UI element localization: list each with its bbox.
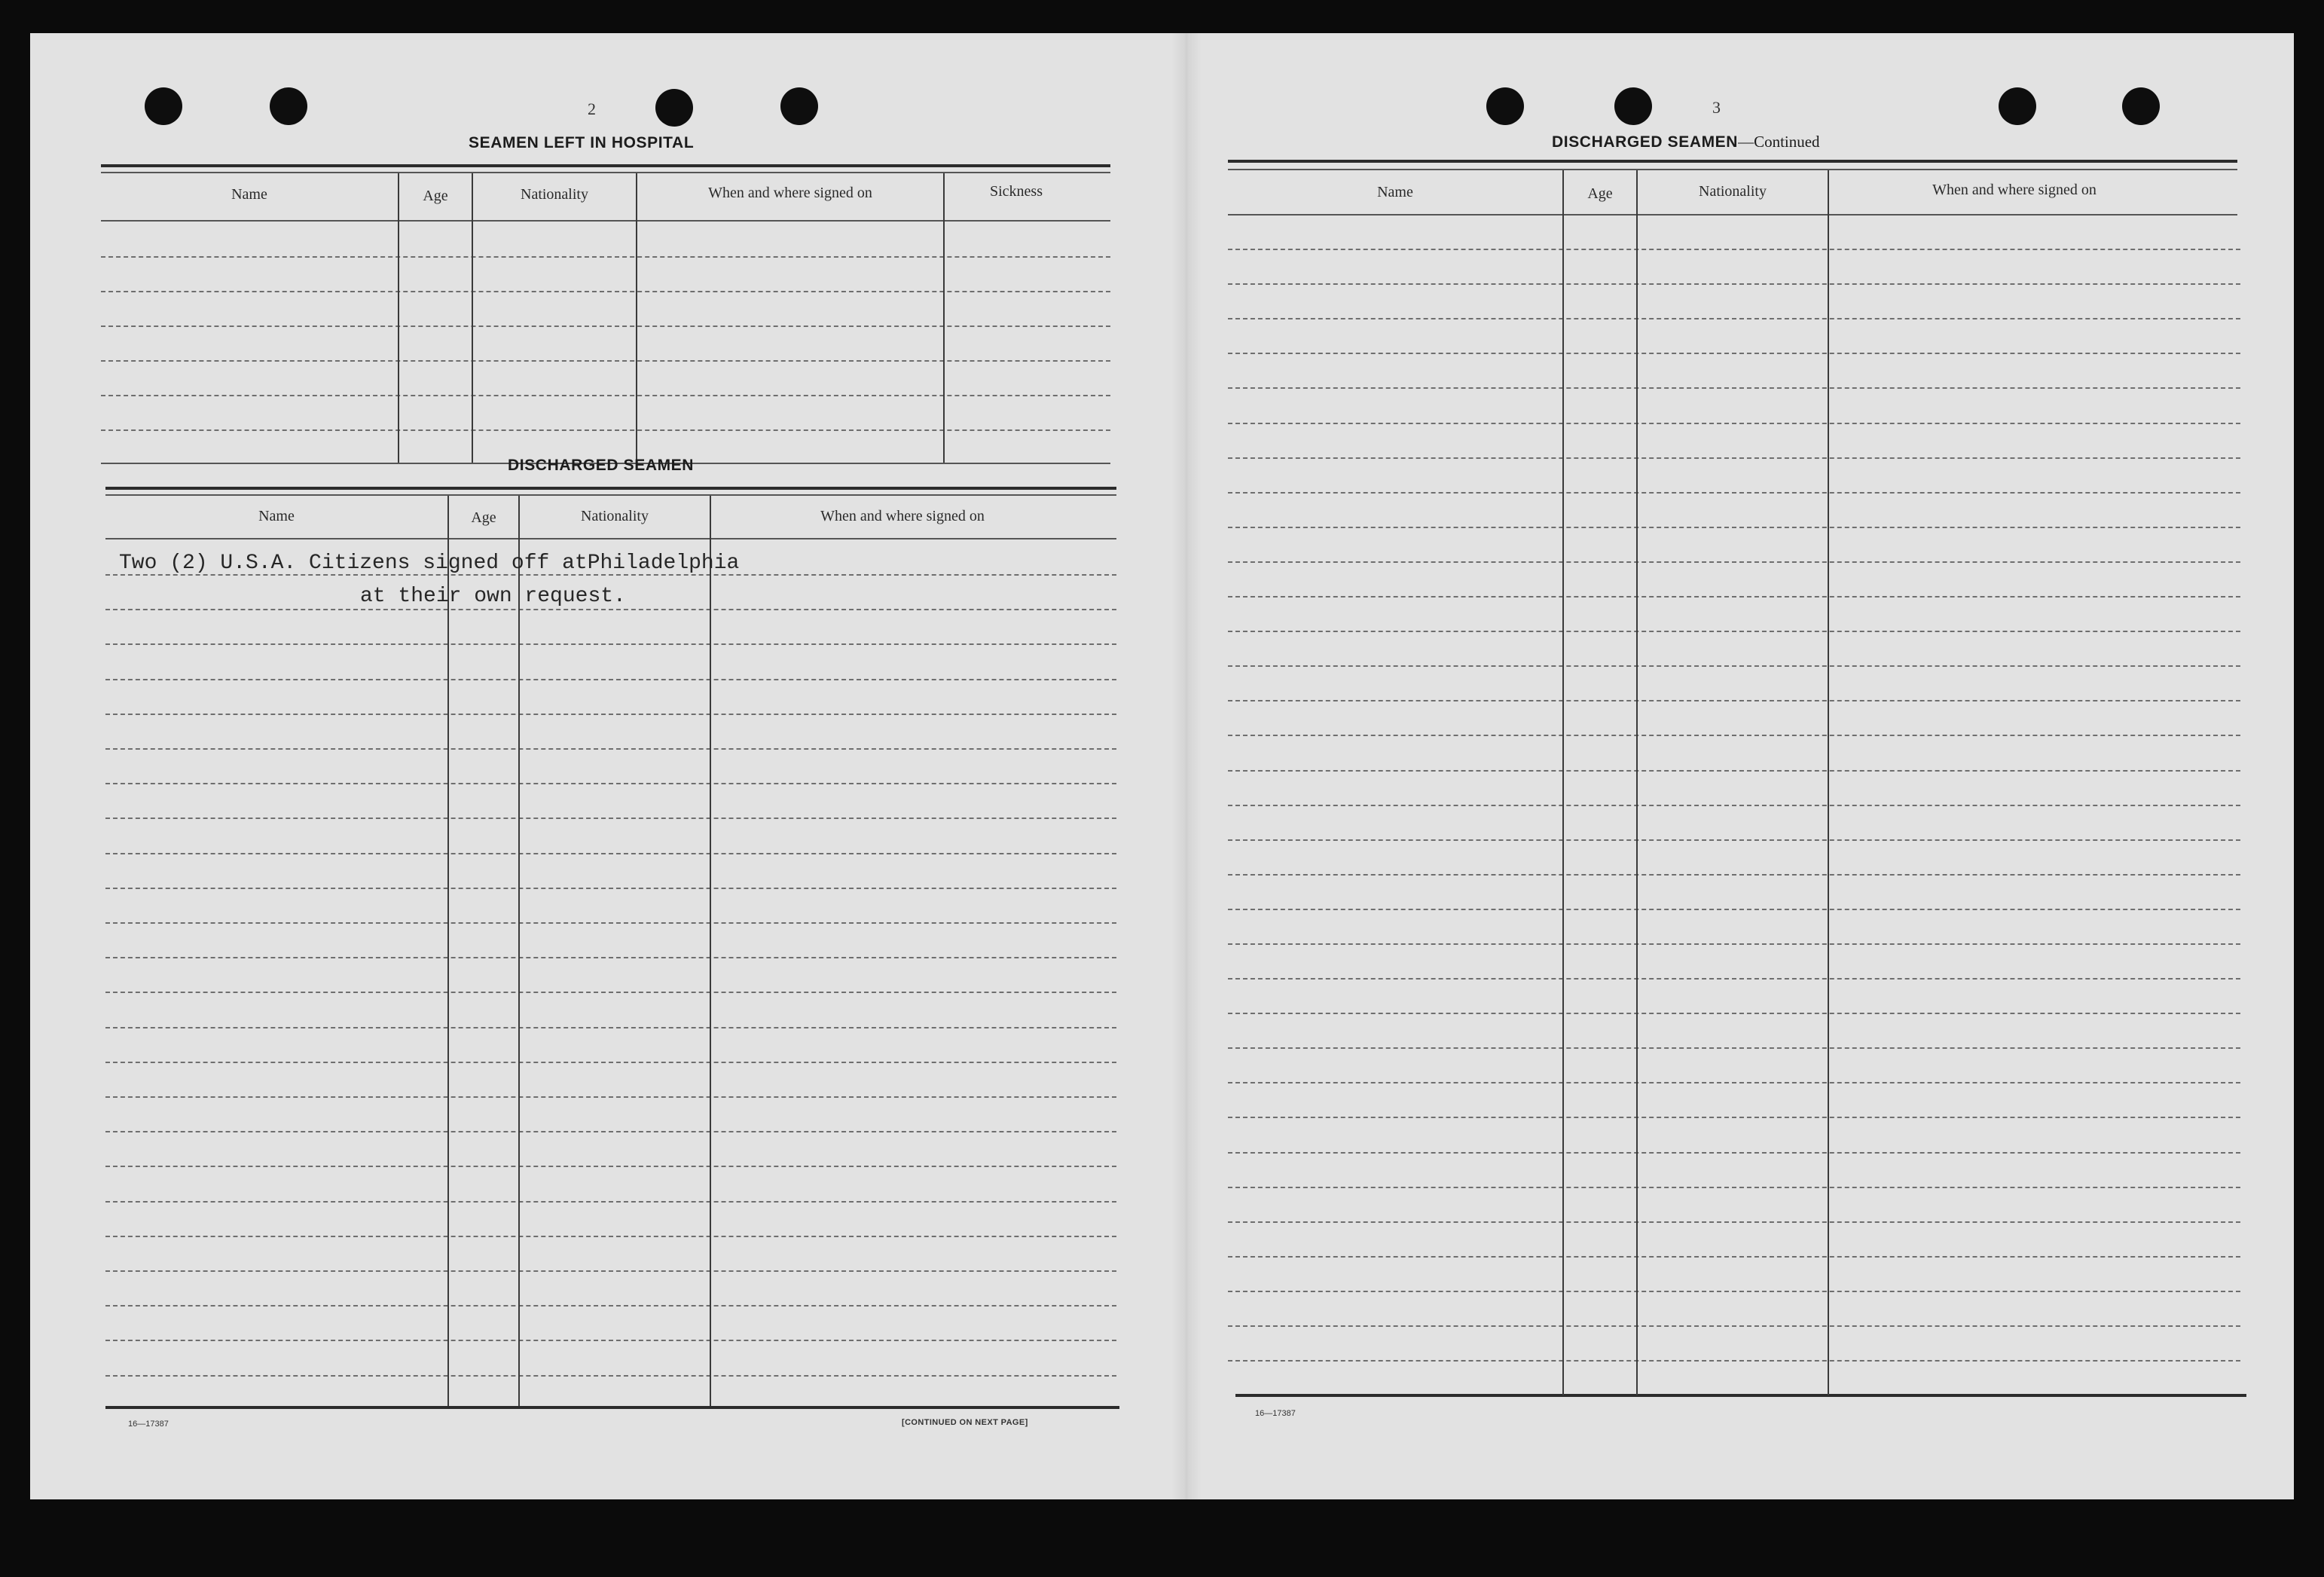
row-line <box>105 1305 1116 1307</box>
row-line <box>1228 1013 2240 1014</box>
row-line <box>105 1131 1116 1132</box>
typed-entry-line-1: Two (2) U.S.A. Citizens signed off atPhiladelphia <box>119 552 740 575</box>
right-col-age: Age <box>1587 185 1613 202</box>
row-line <box>105 1340 1116 1341</box>
right-bottom-rule <box>1235 1394 2246 1397</box>
punch-hole <box>1486 87 1524 125</box>
row-line <box>105 922 1116 924</box>
row-line <box>105 609 1116 610</box>
row-line <box>1228 1187 2240 1188</box>
discharged-col-name: Name <box>258 508 295 524</box>
hospital-col-age: Age <box>423 188 448 204</box>
row-line <box>1228 735 2240 736</box>
row-line <box>105 748 1116 750</box>
row-line <box>1228 596 2240 597</box>
row-line <box>105 992 1116 993</box>
row-line <box>1228 1325 2240 1327</box>
hospital-table-top-rule <box>101 164 1110 167</box>
row-line <box>105 957 1116 958</box>
document-sheet <box>30 33 2294 1499</box>
discharged-col-age: Age <box>471 509 496 526</box>
punch-hole <box>145 87 182 125</box>
row-line <box>105 714 1116 715</box>
row-line <box>1228 423 2240 424</box>
page-fold <box>1171 33 1202 1499</box>
row-line <box>1228 1152 2240 1154</box>
row-line <box>105 643 1116 645</box>
right-header-rule <box>1228 214 2237 215</box>
continued-section-title-main: DISCHARGED SEAMEN <box>1552 133 1739 151</box>
row-line <box>1228 457 2240 459</box>
punch-hole <box>655 89 693 127</box>
row-line <box>105 1270 1116 1272</box>
row-line <box>1228 978 2240 980</box>
discharged-table-top-rule <box>105 487 1116 490</box>
page-number-right: 3 <box>1712 98 1721 117</box>
row-line <box>1228 839 2240 841</box>
hospital-col-signed-on: When and where signed on <box>708 185 872 201</box>
continued-note: [CONTINUED ON NEXT PAGE] <box>902 1418 1028 1427</box>
row-line <box>1228 874 2240 876</box>
form-number-left: 16—17387 <box>128 1420 169 1429</box>
row-line <box>1228 492 2240 494</box>
punch-hole <box>1999 87 2036 125</box>
right-table-top-rule <box>1228 160 2237 163</box>
punch-hole <box>780 87 818 125</box>
hospital-section-title: SEAMEN LEFT IN HOSPITAL <box>469 134 695 151</box>
row-line <box>1228 665 2240 667</box>
row-line <box>1228 805 2240 806</box>
row-line <box>1228 527 2240 528</box>
row-line <box>1228 1047 2240 1049</box>
row-line <box>105 1027 1116 1028</box>
hospital-col-name: Name <box>231 186 267 203</box>
typed-entry-line-2: at their own request. <box>360 585 626 608</box>
row-line <box>1228 1360 2240 1362</box>
row-line <box>105 1375 1116 1377</box>
right-col-signed-on: When and where signed on <box>1932 182 2096 198</box>
continued-section-title-suffix: —Continued <box>1738 133 1820 151</box>
row-line <box>105 853 1116 854</box>
row-line <box>1228 770 2240 772</box>
row-line <box>105 1096 1116 1098</box>
row-line <box>1228 387 2240 389</box>
row-line <box>1228 1291 2240 1292</box>
row-line <box>1228 1117 2240 1118</box>
right-col-nationality: Nationality <box>1699 183 1767 200</box>
row-line <box>1228 353 2240 354</box>
row-line <box>1228 561 2240 563</box>
discharged-header-rule <box>105 538 1116 539</box>
hospital-col-nationality: Nationality <box>521 186 588 203</box>
hospital-col-sickness: Sickness <box>990 183 1043 200</box>
row-line <box>1228 909 2240 910</box>
row-line <box>105 1201 1116 1203</box>
row-line <box>105 679 1116 680</box>
row-line <box>1228 249 2240 250</box>
row-line <box>1228 943 2240 945</box>
row-line <box>1228 631 2240 632</box>
punch-hole <box>270 87 307 125</box>
discharged-bottom-rule <box>105 1406 1119 1409</box>
continued-section-title <box>1552 133 1820 151</box>
row-line <box>105 783 1116 784</box>
page-number-left: 2 <box>588 99 596 118</box>
row-line <box>105 1062 1116 1063</box>
punch-hole <box>2122 87 2160 125</box>
row-line <box>1228 1221 2240 1223</box>
discharged-section-title: DISCHARGED SEAMEN <box>508 457 695 474</box>
row-line <box>1228 318 2240 319</box>
row-line <box>105 1166 1116 1167</box>
discharged-col-signed-on: When and where signed on <box>820 508 985 524</box>
discharged-col-nationality: Nationality <box>581 508 649 524</box>
row-line <box>105 1236 1116 1237</box>
row-line <box>1228 1256 2240 1258</box>
right-col-name: Name <box>1377 184 1413 200</box>
form-number-right: 16—17387 <box>1255 1409 1296 1418</box>
row-line <box>1228 1082 2240 1083</box>
hospital-header-rule <box>101 220 1110 222</box>
row-line <box>1228 283 2240 285</box>
row-line <box>1228 700 2240 701</box>
row-line <box>105 888 1116 889</box>
row-line <box>105 818 1116 819</box>
punch-hole <box>1614 87 1652 125</box>
